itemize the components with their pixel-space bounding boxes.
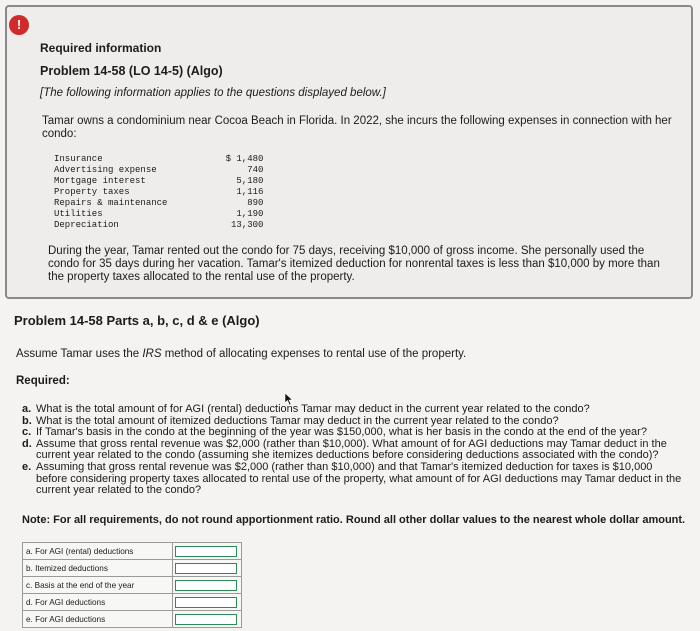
answer-label: a. For AGI (rental) deductions [23, 543, 173, 560]
answer-label: c. Basis at the end of the year [23, 577, 173, 594]
table-row [23, 611, 242, 628]
question-letter: a. [22, 403, 32, 415]
required-information-heading: Required information [40, 41, 162, 55]
answer-input-d[interactable] [175, 597, 237, 608]
expense-label: Mortgage interest [54, 176, 146, 186]
question-item [22, 439, 682, 462]
answer-input-a[interactable] [175, 546, 237, 557]
required-label: Required: [16, 375, 70, 387]
answer-label: b. Itemized deductions [23, 560, 173, 577]
table-row [23, 594, 242, 611]
question-text: What is the total amount of for AGI (rental) deductions Tamar may deduct in the current year related to the condo? [36, 403, 590, 415]
question-item [22, 462, 682, 497]
question-text: Assuming that gross rental revenue was $2,000 (rather than $10,000) and that Tamar's itemized deduction for taxes is $10,000 before considering property taxes allocated to rental use of the property, what amount of for AGI deductions may Tamar deduct in the current year related to the condo? [36, 460, 682, 497]
assumption-text-start: Assume Tamar uses the [16, 348, 143, 360]
table-row [23, 577, 242, 594]
answer-label: e. For AGI deductions [23, 611, 173, 628]
expense-amount: 5,180 [236, 176, 264, 186]
problem-title: Problem 14-58 (LO 14-5) (Algo) [40, 64, 223, 78]
assumption-text [16, 348, 466, 360]
question-letter: b. [22, 414, 32, 427]
expense-label: Depreciation [54, 220, 119, 230]
irs-method-term: IRS [142, 348, 162, 360]
question-text: What is the total amount of itemized deductions Tamar may deduct in the current year related to the condo? [36, 414, 559, 427]
rental-facts-paragraph: During the year, Tamar rented out the condo for 75 days, receiving $10,000 of gross income. She personally used the condo for 35 days during her vacation. Tamar's itemized deduction for nonrental taxes is less than $10,000 by more than the property taxes allocated to the rental use of the property. [48, 245, 660, 283]
expense-amount: 13,300 [231, 220, 264, 230]
parts-title: Problem 14-58 Parts a, b, c, d & e (Algo) [14, 313, 260, 328]
question-letter: e. [22, 460, 32, 473]
table-row [54, 220, 263, 231]
table-row [54, 154, 263, 165]
answer-table [22, 542, 242, 628]
expense-table [54, 154, 263, 231]
question-letter: d. [22, 437, 32, 450]
answer-input-e[interactable] [175, 614, 237, 625]
expense-amount: 740 [247, 165, 264, 175]
table-row [23, 560, 242, 577]
rounding-note: Note: For all requirements, do not round apportionment ratio. Round all other dollar values to the nearest whole dollar amount. [22, 514, 686, 526]
question-text: Assume that gross rental revenue was $2,000 (rather than $10,000). What amount of for AGI deductions may Tamar deduct in the current year related to the condo (assuming she itemizes deductions before considering deductions associated with the condo)? [36, 437, 667, 462]
expense-amount: $ 1,480 [225, 154, 264, 164]
question-letter: c. [22, 426, 32, 439]
expense-label: Insurance [54, 154, 103, 164]
following-info-note: [The following information applies to the questions displayed below.] [40, 87, 386, 99]
expense-label: Property taxes [54, 187, 130, 197]
table-row [23, 543, 242, 560]
expense-label: Repairs & maintenance [54, 198, 168, 208]
assumption-text-end: method of allocating expenses to rental use of the property. [161, 348, 467, 360]
question-list [22, 404, 682, 497]
table-row [54, 187, 263, 198]
answer-input-b[interactable] [175, 563, 237, 574]
expense-amount: 1,116 [236, 187, 264, 197]
expense-amount: 890 [247, 198, 264, 208]
required-information-panel [5, 5, 693, 299]
problem-intro: Tamar owns a condominium near Cocoa Beach in Florida. In 2022, she incurs the following expenses in connection with her condo: [42, 115, 672, 140]
question-text: If Tamar's basis in the condo at the beginning of the year was $150,000, what is her basis in the condo at the end of the year? [36, 426, 647, 439]
table-row [54, 176, 263, 187]
expense-label: Utilities [54, 209, 103, 219]
table-row [54, 198, 263, 209]
alert-icon: ! [9, 15, 29, 35]
expense-label: Advertising expense [54, 165, 157, 175]
answer-label: d. For AGI deductions [23, 594, 173, 611]
answer-input-c[interactable] [175, 580, 237, 591]
expense-amount: 1,190 [236, 209, 264, 219]
table-row [54, 209, 263, 220]
table-row [54, 165, 263, 176]
